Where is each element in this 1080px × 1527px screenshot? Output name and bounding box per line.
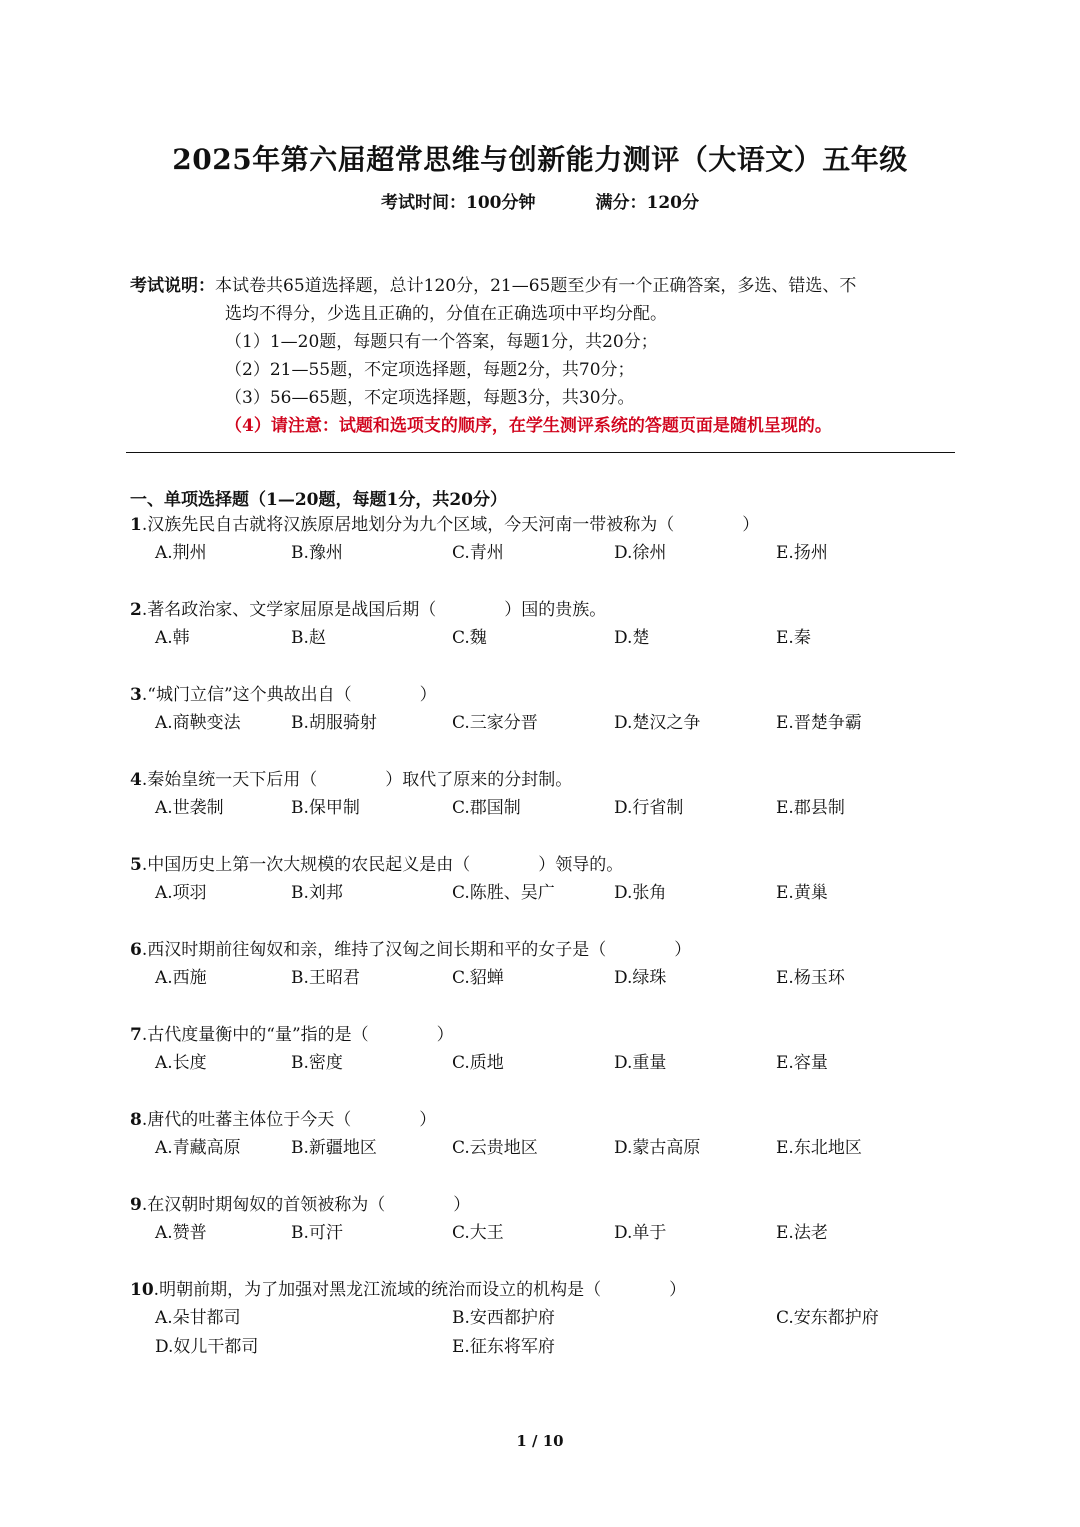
option-c: C.青州: [452, 543, 504, 563]
question-number: 5: [130, 855, 142, 875]
option-b: B.胡服骑射: [291, 713, 377, 733]
option-a: A.商鞅变法: [155, 713, 241, 733]
question-stem: .著名政治家、文学家屈原是战国后期（ ）国的贵族。: [141, 600, 607, 620]
option-d: D.张角: [614, 883, 667, 903]
option-e: E.晋楚争霸: [776, 713, 862, 733]
instructions-item-3: （3）56—65题，不定项选择题，每题3分，共30分。: [225, 388, 635, 408]
question-number: 10: [130, 1280, 154, 1300]
option-c: C.云贵地区: [452, 1138, 538, 1158]
question-stem: .西汉时期前往匈奴和亲，维持了汉匈之间长期和平的女子是（ ）: [141, 940, 692, 960]
option-a: A.项羽: [155, 883, 207, 903]
question-number: 4: [130, 770, 142, 790]
question-stem: .中国历史上第一次大规模的农民起义是由（ ）领导的。: [141, 855, 624, 875]
option-e: E.郡县制: [776, 798, 845, 818]
question-1: [130, 511, 950, 568]
option-c: C.质地: [452, 1053, 504, 1073]
question-stem: .明朝前期，为了加强对黑龙江流域的统治而设立的机构是（ ）: [153, 1280, 687, 1300]
instructions-line-2: 选均不得分，少选且正确的，分值在正确选项中平均分配。: [225, 304, 667, 324]
question-9: [130, 1191, 950, 1248]
option-b: B.安西都护府: [452, 1308, 555, 1328]
question-stem: .在汉朝时期匈奴的首领被称为（ ）: [141, 1195, 471, 1215]
option-b: B.新疆地区: [291, 1138, 377, 1158]
question-stem: .汉族先民自古就将汉族原居地划分为九个区域，今天河南一带被称为（ ）: [141, 515, 760, 535]
exam-title: 2025年第六届超常思维与创新能力测评（大语文）五年级: [172, 143, 908, 176]
question-10: [130, 1276, 950, 1362]
question-number: 1: [130, 515, 142, 535]
option-d: D.楚汉之争: [614, 713, 701, 733]
exam-full-score: 满分：120分: [595, 193, 699, 213]
question-4: [130, 766, 950, 823]
question-stem: .唐代的吐蕃主体位于今天（ ）: [141, 1110, 437, 1130]
option-a: A.荆州: [155, 543, 207, 563]
question-number: 6: [130, 940, 142, 960]
page-number: 1 / 10: [516, 1432, 564, 1450]
question-stem: .古代度量衡中的“量”指的是（ ）: [141, 1025, 454, 1045]
option-b: B.赵: [291, 628, 326, 648]
instructions-item-2: （2）21—55题，不定项选择题，每题2分，共70分；: [225, 360, 635, 380]
question-stem: .“城门立信”这个典故出自（ ）: [141, 685, 437, 705]
option-c: C.安东都护府: [776, 1308, 879, 1328]
option-d: D.绿珠: [614, 968, 667, 988]
exam-instructions: [130, 272, 960, 440]
option-a: A.长度: [155, 1053, 207, 1073]
option-d: D.蒙古高原: [614, 1138, 701, 1158]
option-d: D.行省制: [614, 798, 684, 818]
option-e: E.法老: [776, 1223, 828, 1243]
option-a: A.西施: [155, 968, 207, 988]
instructions-label: 考试说明：: [130, 276, 215, 296]
question-number: 8: [130, 1110, 142, 1130]
option-a: A.韩: [155, 628, 190, 648]
question-number: 2: [130, 600, 142, 620]
question-8: [130, 1106, 950, 1163]
option-e: E.秦: [776, 628, 811, 648]
option-e: E.黄巢: [776, 883, 828, 903]
exam-meta: [0, 188, 1080, 213]
question-6: [130, 936, 950, 993]
question-5: [130, 851, 950, 908]
option-a: A.青藏高原: [155, 1138, 241, 1158]
option-b: B.刘邦: [291, 883, 343, 903]
option-c: C.貂蝉: [452, 968, 504, 988]
option-c: C.魏: [452, 628, 487, 648]
option-e: E.容量: [776, 1053, 828, 1073]
option-a: A.赞普: [155, 1223, 207, 1243]
option-d: D.单于: [614, 1223, 667, 1243]
option-d: D.徐州: [614, 543, 667, 563]
question-3: [130, 681, 950, 738]
instructions-item-4-notice: （4）请注意：试题和选项支的顺序，在学生测评系统的答题页面是随机呈现的。: [225, 416, 832, 436]
question-stem: .秦始皇统一天下后用（ ）取代了原来的分封制。: [141, 770, 573, 790]
instructions-line-1: 本试卷共65道选择题，总计120分，21—65题至少有一个正确答案，多选、错选、不: [215, 276, 857, 296]
divider-line: [126, 452, 955, 453]
question-number: 3: [130, 685, 142, 705]
option-d: D.楚: [614, 628, 650, 648]
option-e: E.扬州: [776, 543, 828, 563]
question-7: [130, 1021, 950, 1078]
question-2: [130, 596, 950, 653]
option-c: C.郡国制: [452, 798, 521, 818]
option-e: E.杨玉环: [776, 968, 845, 988]
option-a: A.世袭制: [155, 798, 224, 818]
option-c: C.三家分晋: [452, 713, 538, 733]
option-b: B.豫州: [291, 543, 343, 563]
question-number: 7: [130, 1025, 142, 1045]
option-b: B.可汗: [291, 1223, 343, 1243]
option-b: B.密度: [291, 1053, 343, 1073]
option-c: C.大王: [452, 1223, 504, 1243]
option-a: A.朵甘都司: [155, 1308, 241, 1328]
option-b: B.保甲制: [291, 798, 360, 818]
exam-time: 考试时间：100分钟: [381, 193, 536, 213]
option-b: B.王昭君: [291, 968, 360, 988]
section-title: 一、单项选择题（1—20题，每题1分，共20分）: [130, 490, 507, 510]
question-number: 9: [130, 1195, 142, 1215]
option-d: D.奴儿干都司: [155, 1337, 259, 1357]
option-c: C.陈胜、吴广: [452, 883, 555, 903]
option-e: E.东北地区: [776, 1138, 862, 1158]
option-d: D.重量: [614, 1053, 667, 1073]
option-e: E.征东将军府: [452, 1337, 555, 1357]
instructions-item-1: （1）1—20题，每题只有一个答案，每题1分，共20分；: [225, 332, 658, 352]
